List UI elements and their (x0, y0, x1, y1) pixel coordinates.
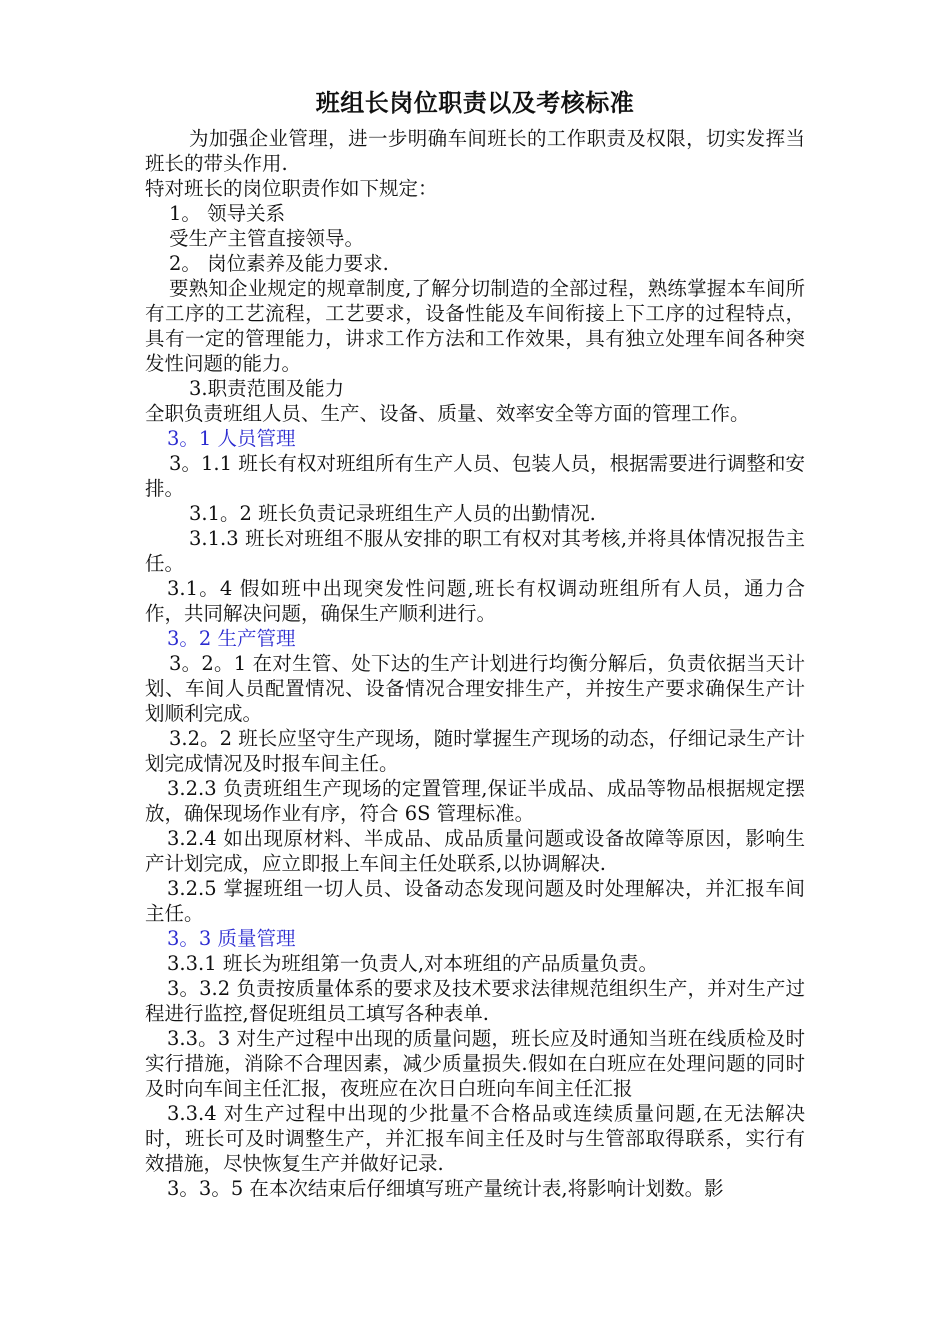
document-body (145, 126, 805, 1201)
section-3-heading: 3.职责范围及能力 (189, 377, 345, 400)
item-3-1-2: 3.1。2 班长负责记录班组生产人员的出勤情况. (189, 502, 596, 525)
item-3-2-3: 3.2.3 负责班组生产现场的定置管理,保证半成品、成品等物品根据规定摆放，确保现场作业有序，符合 6S 管理标准。 (145, 777, 805, 825)
item-3-2-4: 3.2.4 如出现原材料、半成品、成品质量问题或设备故障等原因，影响生产计划完成，应立即报上车间主任处联系,以协调解决. (145, 827, 805, 875)
section-2-heading: 2。 岗位素养及能力要求. (169, 252, 389, 275)
item-3-3-4: 3.3.4 对生产过程中出现的少批量不合格品或连续质量问题,在无法解决时，班长可及时调整生产，并汇报车间主任及时与生管部取得联系，实行有效措施，尽快恢复生产并做好记录. (145, 1102, 805, 1175)
item-3-3-5: 3。3。5 在本次结束后仔细填写班产量统计表,将影响计划数。影 (167, 1177, 724, 1200)
section-1-heading: 1。 领导关系 (169, 202, 286, 225)
item-3-3-1: 3.3.1 班长为班组第一负责人,对本班组的产品质量负责。 (167, 952, 659, 975)
subsection-3-1-heading: 3。1 人员管理 (167, 427, 296, 450)
section-3-text: 全职负责班组人员、生产、设备、质量、效率安全等方面的管理工作。 (145, 402, 750, 425)
item-3-3-2: 3。3.2 负责按质量体系的要求及技术要求法律规范组织生产，并对生产过程进行监控,督促班组员工填写各种表单. (145, 977, 805, 1025)
section-2-text: 要熟知企业规定的规章制度,了解分切制造的全部过程，熟练掌握本车间所有工序的工艺流程，工艺要求，设备性能及车间衔接上下工序的过程特点，具有一定的管理能力，讲求工作方法和工作效果，具有独立处理车间各种突发性问题的能力。 (145, 277, 805, 375)
section-1-text: 受生产主管直接领导。 (169, 227, 365, 250)
subsection-3-3-heading: 3。3 质量管理 (167, 927, 296, 950)
intro-rule-line: 特对班长的岗位职责作如下规定： (145, 177, 438, 200)
item-3-2-5: 3.2.5 掌握班组一切人员、设备动态发现问题及时处理解决，并汇报车间主任。 (145, 877, 805, 925)
item-3-3-3: 3.3。3 对生产过程中出现的质量问题，班长应及时通知当班在线质检及时实行措施，消除不合理因素，减少质量损失.假如在白班应在处理问题的同时及时向车间主任汇报，夜班应在次日白班向车间主任汇报 (145, 1027, 805, 1100)
item-3-2-2: 3.2。2 班长应坚守生产现场，随时掌握生产现场的动态，仔细记录生产计划完成情况及时报车间主任。 (145, 727, 805, 775)
intro-paragraph: 为加强企业管理，进一步明确车间班长的工作职责及权限，切实发挥当班长的带头作用. (145, 127, 805, 175)
item-3-1-4: 3.1。4 假如班中出现突发性问题,班长有权调动班组所有人员，通力合作，共同解决问题，确保生产顺利进行。 (145, 577, 805, 625)
document-title: 班组长岗位职责以及考核标准 (315, 88, 635, 117)
item-3-1-1: 3。1.1 班长有权对班组所有生产人员、包装人员，根据需要进行调整和安排。 (145, 452, 805, 500)
subsection-3-2-heading: 3。2 生产管理 (167, 627, 296, 650)
item-3-2-1: 3。2。1 在对生管、处下达的生产计划进行均衡分解后，负责依据当天计划、车间人员配置情况、设备情况合理安排生产，并按生产要求确保生产计划顺利完成。 (145, 652, 805, 725)
item-3-1-3: 3.1.3 班长对班组不服从安排的职工有权对其考核,并将具体情况报告主任。 (145, 527, 805, 575)
